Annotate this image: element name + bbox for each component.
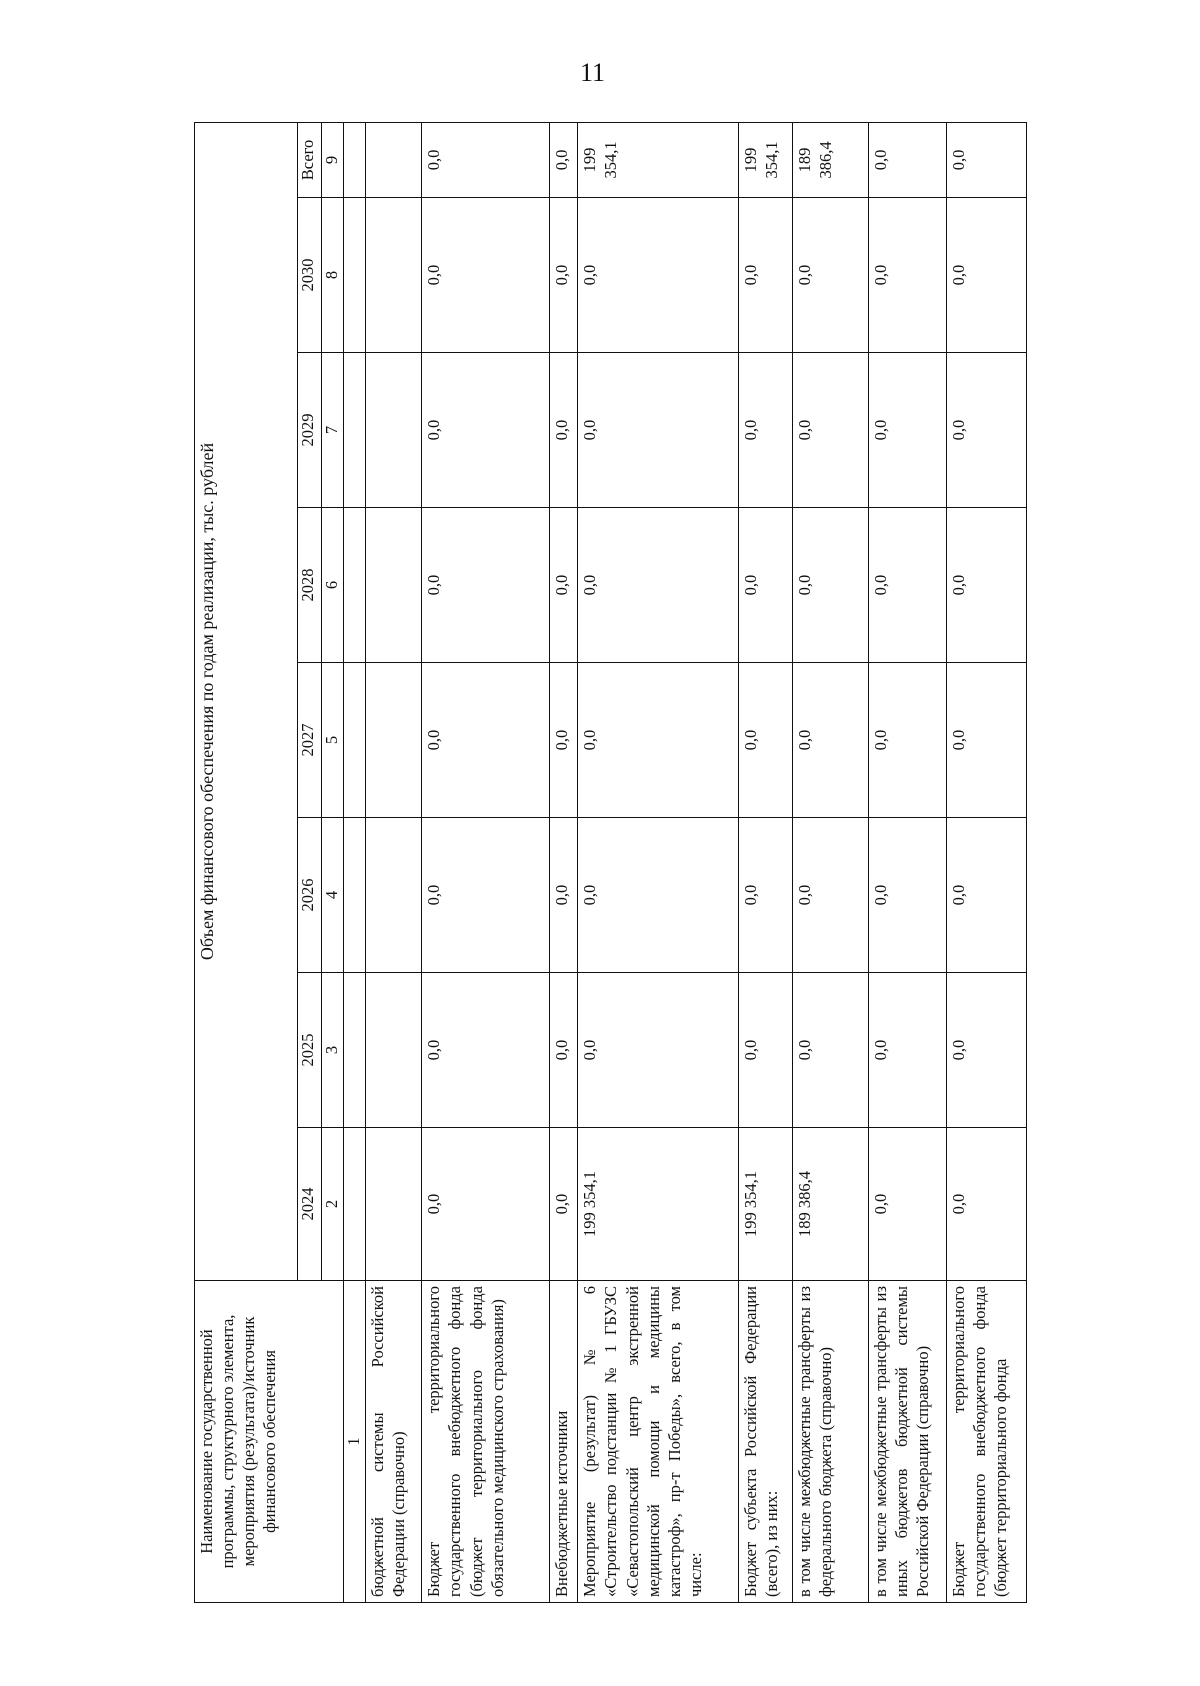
value-cell: 0,0 <box>578 508 738 663</box>
value-cell: 0,0 <box>946 1128 1026 1281</box>
value-cell: 0,0 <box>550 818 578 973</box>
value-cell: 0,0 <box>738 353 792 508</box>
table-row <box>738 122 792 1602</box>
row-label: Внебюджетные источники <box>550 1281 578 1603</box>
value-cell: 0,0 <box>868 973 946 1128</box>
year-header: 2030 <box>298 198 322 353</box>
row-label: Мероприятие (результат) № 6 «Строительство подстанции № 1 ГБУЗС «Севастопольский центр экстренной медицинской помощи и медицины катастроф», пр-т Победы», всего, в том числе: <box>578 1281 738 1603</box>
table-row <box>422 122 550 1602</box>
total-cell: 199 354,1 <box>578 122 738 197</box>
value-cell: 0,0 <box>946 508 1026 663</box>
rotated-table-container <box>194 123 1027 1603</box>
table-row <box>868 122 946 1602</box>
value-cell: 0,0 <box>946 353 1026 508</box>
row-label: Бюджет территориального государственного внебюджетного фонда (бюджет территориального фонда <box>946 1281 1026 1603</box>
value-cell: 0,0 <box>792 508 868 663</box>
value-cell <box>365 353 421 508</box>
value-cell: 0,0 <box>422 508 550 663</box>
value-cell: 0,0 <box>738 663 792 818</box>
year-header: 2026 <box>298 818 322 973</box>
value-cell: 0,0 <box>578 818 738 973</box>
volume-group-header: Объем финансового обеспечения по годам реализации, тыс. рублей <box>195 122 298 1280</box>
column-number: 3 <box>322 973 344 1128</box>
column-number: 1 <box>343 1281 365 1603</box>
value-cell: 0,0 <box>868 818 946 973</box>
value-cell: 0,0 <box>550 1128 578 1281</box>
value-cell: 0,0 <box>422 663 550 818</box>
value-cell <box>365 973 421 1128</box>
value-cell: 0,0 <box>792 353 868 508</box>
column-number: 9 <box>322 122 344 197</box>
value-cell: 0,0 <box>792 663 868 818</box>
value-cell: 0,0 <box>946 973 1026 1128</box>
table-row <box>365 122 421 1602</box>
year-header: 2027 <box>298 663 322 818</box>
value-cell: 0,0 <box>578 973 738 1128</box>
value-cell: 0,0 <box>550 198 578 353</box>
value-cell <box>365 1128 421 1281</box>
table-row <box>792 122 868 1602</box>
total-cell: 189 386,4 <box>792 122 868 197</box>
value-cell: 0,0 <box>422 198 550 353</box>
value-cell: 199 354,1 <box>578 1128 738 1281</box>
column-number: 7 <box>322 353 344 508</box>
value-cell: 0,0 <box>578 198 738 353</box>
value-cell: 0,0 <box>946 198 1026 353</box>
value-cell: 0,0 <box>946 818 1026 973</box>
value-cell: 189 386,4 <box>792 1128 868 1281</box>
value-cell: 0,0 <box>792 818 868 973</box>
value-cell <box>365 663 421 818</box>
value-cell: 0,0 <box>868 353 946 508</box>
value-cell <box>365 198 421 353</box>
value-cell: 0,0 <box>550 663 578 818</box>
year-header: 2025 <box>298 973 322 1128</box>
value-cell: 0,0 <box>738 198 792 353</box>
row-label: в том числе межбюджетные трансферты из иных бюджетов бюджетной системы Российской Федерации (справочно) <box>868 1281 946 1603</box>
value-cell <box>365 818 421 973</box>
value-cell: 0,0 <box>422 1128 550 1281</box>
column-number: 8 <box>322 198 344 353</box>
value-cell: 0,0 <box>738 973 792 1128</box>
value-cell: 0,0 <box>550 973 578 1128</box>
name-column-header: Наименование государственной программы, структурного элемента, мероприятия (результата)/источник финансового обеспечения <box>195 1281 344 1603</box>
year-header: 2024 <box>298 1128 322 1281</box>
value-cell: 0,0 <box>550 353 578 508</box>
value-cell: 0,0 <box>792 973 868 1128</box>
value-cell: 0,0 <box>738 818 792 973</box>
value-cell: 0,0 <box>422 353 550 508</box>
total-cell: 0,0 <box>868 122 946 197</box>
table-row <box>578 122 738 1602</box>
financing-table <box>194 122 1027 1603</box>
table-row <box>946 122 1026 1602</box>
column-number: 5 <box>322 663 344 818</box>
column-number: 2 <box>322 1128 344 1281</box>
value-cell: 0,0 <box>868 663 946 818</box>
row-label: Бюджет территориального государственного внебюджетного фонда (бюджет территориального фонда обязательного медицинского страхования) <box>422 1281 550 1603</box>
total-cell: 199 354,1 <box>738 122 792 197</box>
value-cell: 0,0 <box>550 508 578 663</box>
value-cell: 0,0 <box>792 198 868 353</box>
value-cell: 0,0 <box>946 663 1026 818</box>
value-cell: 0,0 <box>422 973 550 1128</box>
year-header: 2028 <box>298 508 322 663</box>
row-label: Бюджет субъекта Российской Федерации (всего), из них: <box>738 1281 792 1603</box>
row-label: бюджетной системы Российской Федерации (справочно) <box>365 1281 421 1603</box>
total-cell: 0,0 <box>422 122 550 197</box>
total-cell <box>365 122 421 197</box>
year-header: 2029 <box>298 353 322 508</box>
total-cell: 0,0 <box>550 122 578 197</box>
value-cell: 0,0 <box>738 508 792 663</box>
table-row <box>550 122 578 1602</box>
page-number: 11 <box>580 58 606 87</box>
value-cell: 0,0 <box>868 1128 946 1281</box>
value-cell: 0,0 <box>578 663 738 818</box>
column-number: 4 <box>322 818 344 973</box>
value-cell: 0,0 <box>578 353 738 508</box>
column-number: 6 <box>322 508 344 663</box>
value-cell: 0,0 <box>868 198 946 353</box>
value-cell: 199 354,1 <box>738 1128 792 1281</box>
total-cell: 0,0 <box>946 122 1026 197</box>
row-label: в том числе межбюджетные трансферты из федерального бюджета (справочно) <box>792 1281 868 1603</box>
value-cell: 0,0 <box>422 818 550 973</box>
total-header: Всего <box>298 122 322 197</box>
value-cell: 0,0 <box>868 508 946 663</box>
value-cell <box>365 508 421 663</box>
